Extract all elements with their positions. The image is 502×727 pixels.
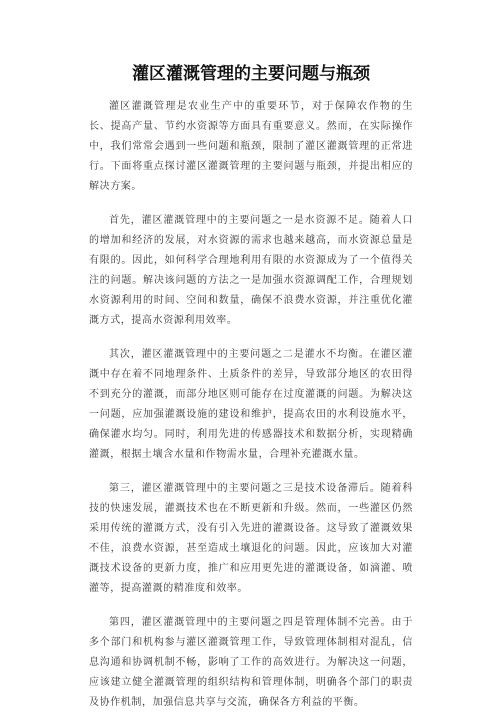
paragraph-water-shortage: 首先，灌区灌溉管理中的主要问题之一是水资源不足。随着人口的增加和经济的发展，对水资源的需求也越来越高，而水资源总量是有限的。因此，如何科学合理地利用有限的水资源成为了一个值得关注的问题。解决该问题的方法之一是加强水资源调配工作，合理规划水资源利用的时间、空间和数量，确保不浪费水资源，并注重优化灌溉方式，提高水资源利用效率。 — [89, 215, 413, 326]
paragraph-management-system: 第四，灌区灌溉管理中的主要问题之四是管理体制不完善。由于多个部门和机构参与灌区灌溉管理工作，导致管理体制相对混乱，信息沟通和协调机制不畅，影响了工作的高效进行。为解决这一问题，应该建立健全灌溉管理的组织结构和管理体制，明确各个部门的职责及协作机制，加强信息共享与交流，确保各方利益的平衡。 — [89, 617, 413, 708]
paragraph-intro: 灌区灌溉管理是农业生产中的重要环节，对于保障农作物的生长、提高产量、节约水资源等方面具有重要意义。然而，在实际操作中，我们常常会遇到一些问题和瓶颈，限制了灌区灌溉管理的正常进行。下面将重点探讨灌区灌溉管理的主要问题与瓶颈，并提出相应的解决方案。 — [89, 101, 413, 192]
document-title: 灌区灌溉管理的主要问题与瓶颈 — [132, 64, 370, 84]
paragraph-uneven-irrigation: 其次，灌区灌溉管理中的主要问题之二是灌水不均衡。在灌区灌溉中存在着不同地理条件、土质条件的差异，导致部分地区的农田得不到充分的灌溉，而部分地区则可能存在过度灌溉的问题。为解决这一问题，应加强灌溉设施的建设和维护，提高农田的水利设施水平，确保灌水均匀。同时，利用先进的传感器技术和数据分析，实现精确灌溉，根据土壤含水量和作物需水量，合理补充灌溉水量。 — [89, 349, 413, 460]
paragraph-outdated-equipment: 第三，灌区灌溉管理中的主要问题之三是技术设备滞后。随着科技的快速发展，灌溉技术也在不断更新和升级。然而，一些灌区仍然采用传统的灌溉方式，没有引入先进的灌溉设备。这导致了灌溉效果不佳，浪费水资源，甚至造成土壤退化的问题。因此，应该加大对灌溉技术设备的更新力度，推广和应用更先进的灌溉设备，如滴灌、喷灌等，提高灌溉的精准度和效率。 — [89, 483, 413, 594]
document-body — [89, 97, 413, 727]
